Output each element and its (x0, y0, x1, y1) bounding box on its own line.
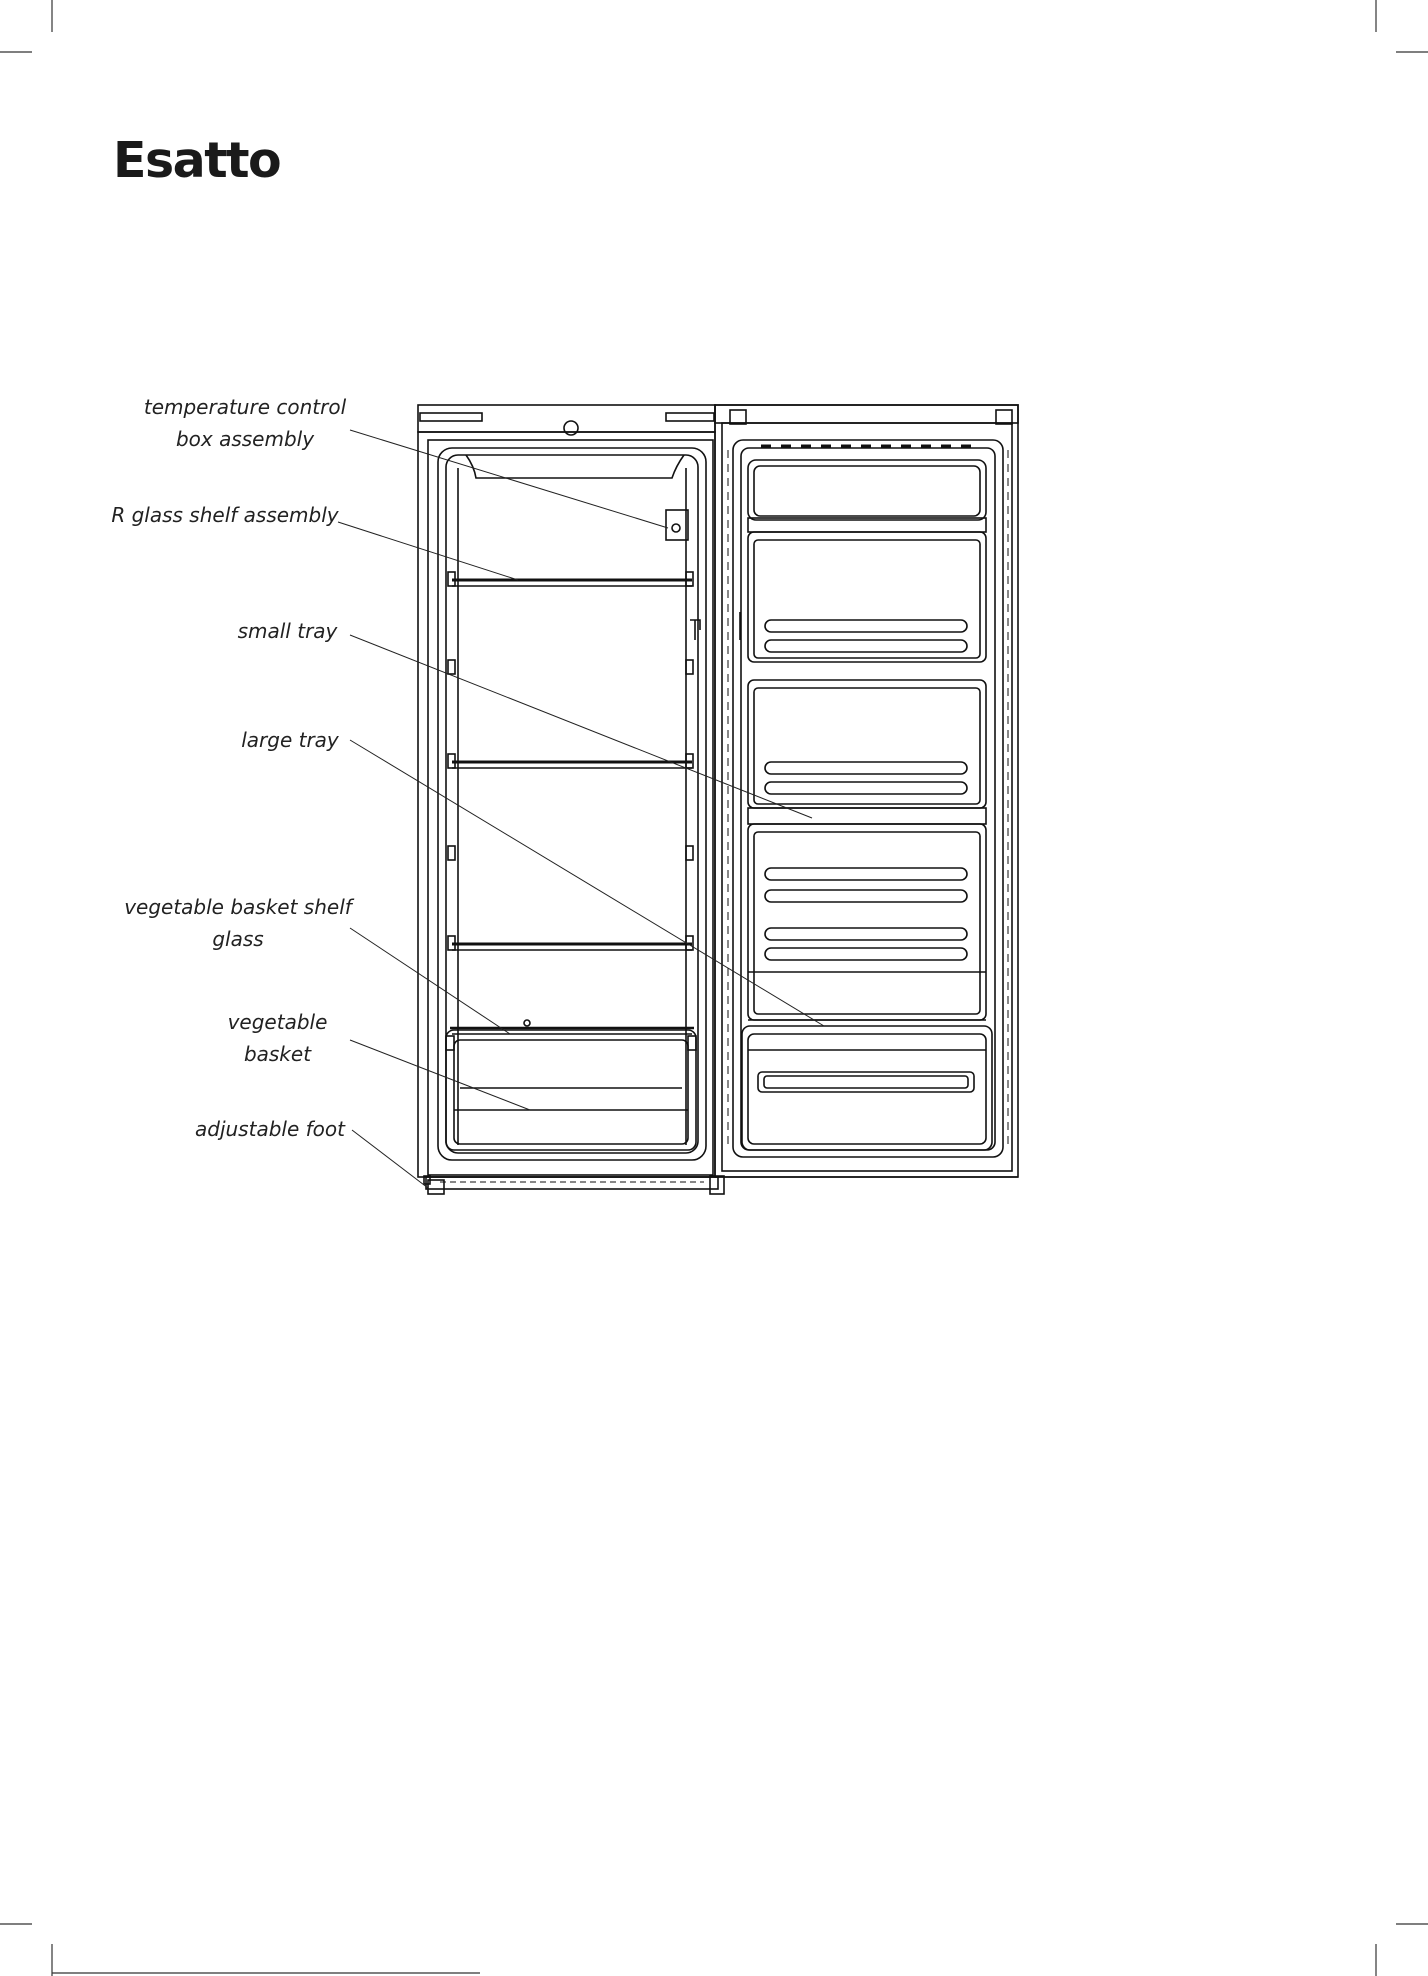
label-line-1: adjustable foot (195, 1117, 345, 1141)
leader-lines (338, 430, 824, 1188)
label-line-1: R glass shelf assembly (111, 503, 339, 527)
label-line-1: large tray (241, 728, 339, 752)
label-line-2: glass (212, 927, 264, 951)
label-line-2: basket (243, 1042, 312, 1066)
cabinet (418, 405, 724, 1194)
label-line-1: temperature control (143, 395, 347, 419)
brand-logo: Esatto (113, 132, 281, 189)
label-line-1: vegetable basket shelf (124, 895, 352, 919)
label-line-1: vegetable (227, 1010, 328, 1034)
label-line-2: box assembly (175, 427, 315, 451)
door (715, 405, 1018, 1177)
label-line-1: small tray (237, 619, 338, 643)
